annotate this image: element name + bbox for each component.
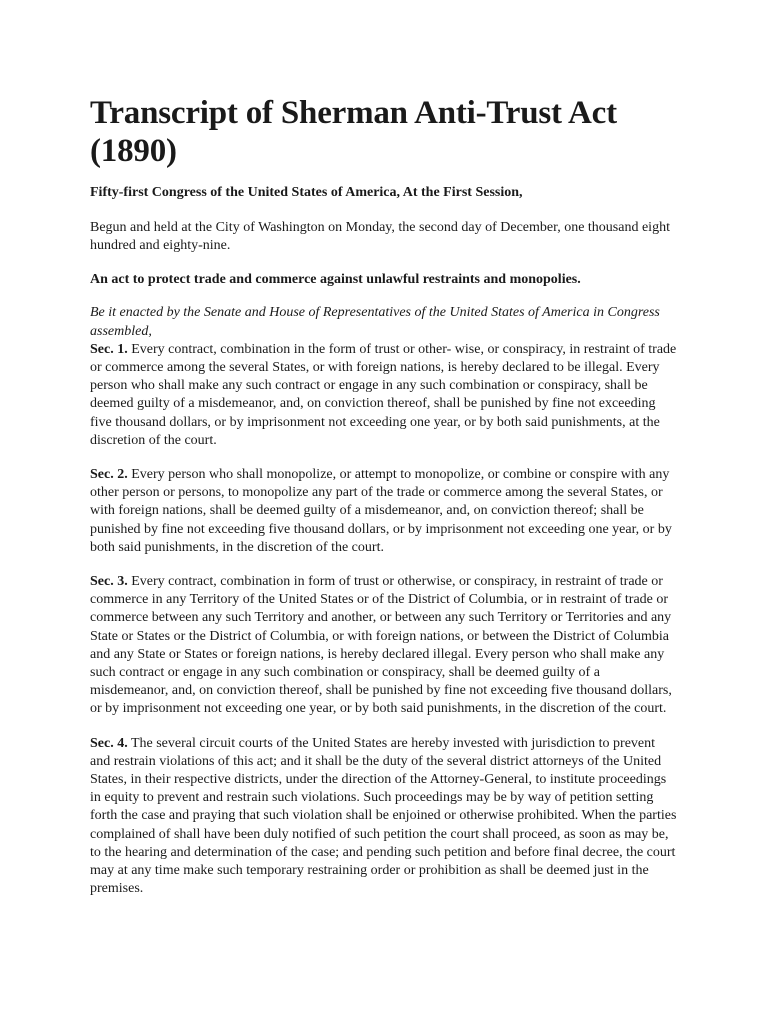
section-4-label: Sec. 4. (90, 735, 128, 751)
section-2-text: Every person who shall monopolize, or attempt to monopolize, or combine or conspire with any other person or persons, to monopolize any part of the trade or commerce among the several States, or with foreign nations, shall be deemed guilty of a misdemeanor, and, on conviction thereof; shall be punished by fine not exceeding five thousand dollars, or by imprisonment not exceeding one year, or by both said punishments, in the discretion of the court. (90, 467, 672, 555)
intro-paragraph: Begun and held at the City of Washington on Monday, the second day of December, one thousand eight hundred and eighty-nine. (90, 220, 670, 254)
section-1-text: Every contract, combination in the form of trust or other- wise, or conspiracy, in restraint of trade or commerce among the several States, or with foreign nations, is hereby declared to be illegal. Every person who shall make any such contract or engage in any such combination or conspiracy, shall be deemed guilty of a misdemeanor, and, on conviction thereof, shall be punished by fine not exceeding five thousand dollars, or by imprisonment not exceeding one year, or by both said punishments, at the discretion of the court. (90, 341, 677, 448)
act-heading: An act to protect trade and commerce against unlawful restraints and monopolies. (90, 272, 581, 288)
section-2-label: Sec. 2. (90, 467, 128, 483)
document-title: Transcript of Sherman Anti-Trust Act (1890) (90, 95, 617, 169)
section-4-text: The several circuit courts of the United States are hereby invested with jurisdiction to prevent and restrain violations of this act; and it shall be the duty of the several district attorneys of the United States, in their respective districts, under the direction of the Attorney-General, to institute proceedings in equity to prevent and restrain such violations. Such proceedings may be by way of petition setting forth the case and praying that such violation shall be enjoined or otherwise prohibited. When the parties complained of shall have been duly notified of such petition the court shall proceed, as soon as may be, to the hearing and determination of the case; and pending such petition and before final decree, the court may at any time make such temporary restraining order or prohibition as shall be deemed just in the premises. (90, 735, 677, 897)
section-2 (90, 466, 678, 557)
section-1 (90, 341, 678, 450)
section-3-text: Every contract, combination in form of trust or otherwise, or conspiracy, in restraint of trade or commerce in any Territory of the United States or of the District of Columbia, or in restraint of trade or commerce between any such Territory and another, or between any such Territory or Territories and any State or States or the District of Columbia, or with foreign nations, or between the District of Columbia and any State or States or foreign nations, is hereby declared illegal. Every person who shall make any such contract or engage in any such combination or conspiracy, shall be deemed guilty of a misdemeanor, and, on conviction thereof, shall be punished by fine not exceeding five thousand dollars, or by imprisonment not exceeding one year, or by both said punishments, in the discretion of the court. (90, 574, 672, 717)
section-3-label: Sec. 3. (90, 574, 128, 590)
section-4 (90, 735, 678, 899)
section-3 (90, 573, 678, 719)
congress-session-line: Fifty-first Congress of the United States of America, At the First Session, (90, 185, 523, 200)
section-1-label: Sec. 1. (90, 341, 128, 357)
enacting-clause: Be it enacted by the Senate and House of Representatives of the United States of America in Congress assembled, (90, 305, 660, 339)
